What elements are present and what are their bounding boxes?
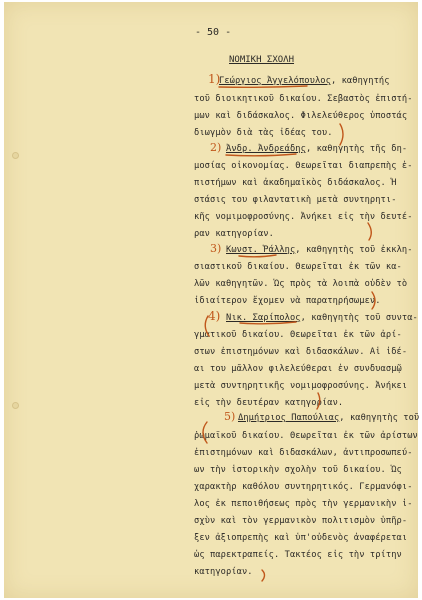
entry-1-line-3: μων καὶ διδάσκαλος. Φιλελεύθερος ὑποστάς xyxy=(194,111,408,121)
entry-5-line-1: Δημήτριος Παπούλιας, καθηγητὴς τοῦ xyxy=(238,413,420,423)
punch-hole xyxy=(12,152,19,159)
entry-2-line-2: μοσίας οἰκονομίας. Θεωρεῖται διαπρεπὴς ἐ- xyxy=(194,161,413,171)
entry-3-number: 3) xyxy=(210,242,222,255)
page-number: - 50 - xyxy=(195,27,232,38)
entry-4-line-6: εἰς τὴν δευτέραν κατηγορίαν. xyxy=(194,398,344,408)
entry-5-line-3: ἐπιστημόνων καὶ διδασκάλων, ἀντιπροσωπεύ- xyxy=(194,448,413,458)
entry-2-line-3: πιστήμων καὶ ἀκαδημαϊκὸς διδάσκαλος. Ἡ xyxy=(194,178,397,188)
entry-5-number: 5) xyxy=(224,410,236,423)
entry-5-line-9: ὡς παρεκτραπείς. Τακτέος εἰς τὴν τρίτην xyxy=(194,550,402,560)
entry-4-line-3: στων ἐπιστημόνων καὶ διδασκάλων. Αἱ ἰδέ- xyxy=(194,347,408,357)
entry-2-number: 2) xyxy=(210,141,222,154)
entry-5-line-10: κατηγορίαν. xyxy=(194,567,253,577)
entry-1-line-4: διωγμὸν διὰ τὰς ἰδέας του. xyxy=(194,128,333,138)
page-heading: ΝΟΜΙΚΗ ΣΧΟΛΗ xyxy=(229,55,295,65)
entry-4-line-2: γματικοῦ δικαίου. Θεωρεῖται ἐκ τῶν ἀρί- xyxy=(194,330,402,340)
entry-1-line-2: τοῦ διοικητικοῦ δικαίου. Σεβαστὸς ἐπιστή- xyxy=(194,94,413,104)
entry-4-number: 4) xyxy=(208,309,221,323)
entry-1-line-1: Γεώργιος Ἀγγελόπουλος, καθηγητής xyxy=(219,76,390,86)
entry-4-line-4: αι του μᾶλλον φιλελεύθεραι ἐν συνδυασμῷ xyxy=(194,364,402,374)
entry-5-line-6: λος ἐκ πεποιθήσεως πρὸς τὴν γερμανικὴν ἰ- xyxy=(194,499,413,509)
entry-5-line-5: χαρακτὴρ καθόλου συντηρητικός. Γερμανόφι- xyxy=(194,482,413,492)
entry-1-number: 1) xyxy=(208,72,221,86)
entry-name: Νικ. Σαρίπολος xyxy=(226,313,301,323)
entry-4-line-5: μετὰ συντηρητικῆς νομιμοφροσύνης. Ἀνήκει xyxy=(194,381,408,391)
entry-2-line-6: ραν κατηγορίαν. xyxy=(194,229,274,239)
entry-5-line-2: ῥωμαϊκοῦ δικαίου. Θεωρεῖται ἐκ τῶν ἀρίστων xyxy=(194,431,418,441)
entry-4-line-1: Νικ. Σαρίπολος, καθηγητὴς τοῦ συντα- xyxy=(226,313,418,323)
entry-name: Κωνστ. Ῥάλλης xyxy=(226,245,296,255)
entry-name: Γεώργιος Ἀγγελόπουλος xyxy=(219,76,331,86)
entry-5-line-7: σχὺν καὶ τὸν γερμανικὸν πολιτισμὸν ὑπῆρ- xyxy=(194,516,408,526)
punch-hole xyxy=(12,402,19,409)
entry-3-line-2: σιαστικοῦ δικαίου. Θεωρεῖται ἐκ τῶν κα- xyxy=(194,262,402,272)
entry-name: Ἀνδρ. Ἀνδρεάδης xyxy=(226,144,306,154)
entry-5-line-4: ων τὴν ἱστορικὴν σχολὴν τοῦ δικαίου. Ὡς xyxy=(194,465,402,475)
entry-3-line-1: Κωνστ. Ῥάλλης, καθηγητὴς τοῦ ἐκκλη- xyxy=(226,245,413,255)
entry-2-line-1: Ἀνδρ. Ἀνδρεάδης, καθηγητὴς τῆς δη- xyxy=(226,144,408,154)
entry-2-line-5: κῆς νομιμοφροσύνης. Ἀνήκει εἰς τὴν δευτέ- xyxy=(194,212,413,222)
entry-name: Δημήτριος Παπούλιας xyxy=(238,413,340,423)
entry-5-line-8: ξεν ἀξιοπρεπὴς καὶ ὑπ'οὐδενὸς ἀναφέρεται xyxy=(194,533,408,543)
entry-3-line-3: λῶν καθηγητῶν. Ὡς πρὸς τὰ λοιπὰ οὐδὲν τὸ xyxy=(194,279,408,289)
entry-2-line-4: στάσις του φιλαντατικὴ μετὰ συντηρητι- xyxy=(194,195,397,205)
entry-3-line-4: ἰδιαίτερον ἔχομεν νὰ παρατηρήσωμεν. xyxy=(194,296,381,306)
